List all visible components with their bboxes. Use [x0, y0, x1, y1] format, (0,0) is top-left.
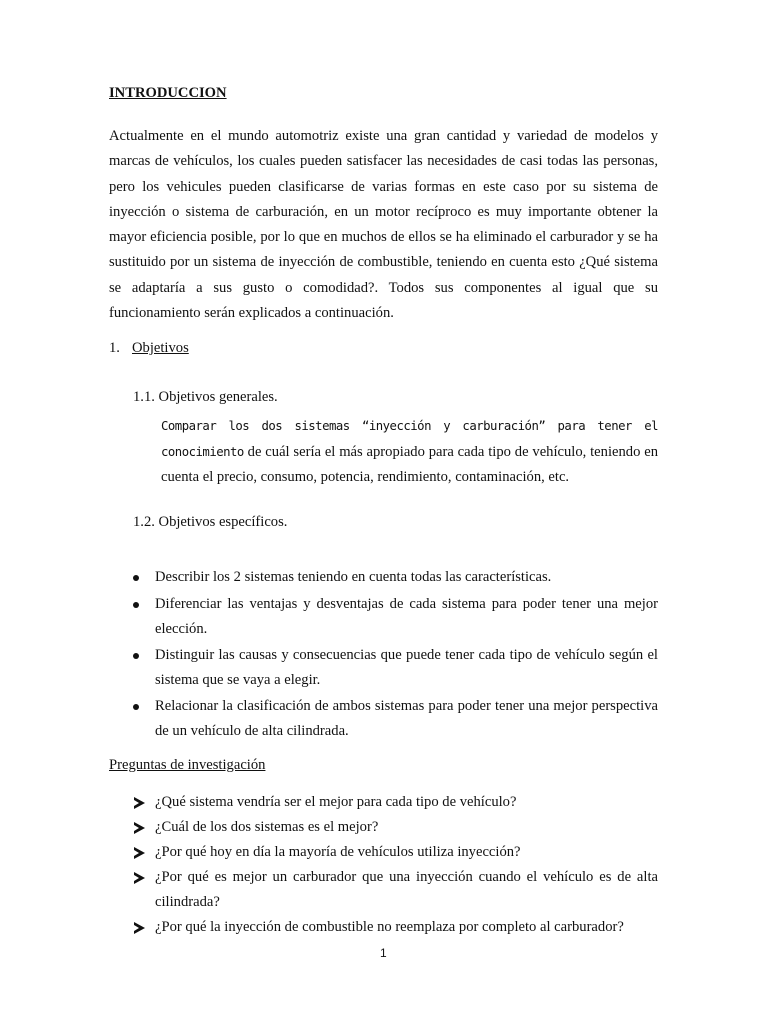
general-objective-paragraph	[161, 414, 658, 491]
list-item: Diferenciar las ventajas y desventajas de cada sistema para poder tener una mejor elección.	[109, 592, 658, 643]
section-label: Objetivos	[132, 340, 189, 356]
arrow-bullet-icon	[134, 847, 145, 859]
list-item: Distinguir las causas y consecuencias que puede tener cada tipo de vehículo según el sistema que se vaya a elegir.	[109, 643, 658, 694]
intro-paragraph: Actualmente en el mundo automotriz existe una gran cantidad y variedad de modelos y marcas de vehículos, los cuales pueden satisfacer las necesidades de casi todas las personas, pero los vehicules pueden clasificarse de varias formas en este caso por su sistema de inyección o sistema de carburación, en un motor recíproco es muy importante obtener la mayor eficiencia posible, por lo que en muchos de ellos se ha eliminado el carburador y se ha sustituido por un sistema de inyección de combustible, teniendo en cuenta esto ¿Qué sistema se adaptaría a sus gusto o comodidad?. Todos sus componentes al igual que su funcionamiento serán explicados a continuación.	[109, 128, 658, 322]
list-item: ¿Por qué es mejor un carburador que una inyección cuando el vehículo es de alta cilindrada?	[109, 865, 658, 915]
list-item: Relacionar la clasificación de ambos sistemas para poder tener una mejor perspectiva de un vehículo de alta cilindrada.	[109, 694, 658, 745]
list-item: ¿Cuál de los dos sistemas es el mejor?	[109, 815, 658, 840]
page-title: INTRODUCCION	[109, 85, 227, 101]
arrow-bullet-icon	[134, 922, 145, 934]
bullet-icon	[133, 602, 139, 608]
subsection-heading-specific: 1.2. Objetivos específicos.	[133, 514, 288, 530]
bullet-icon	[133, 575, 139, 581]
list-item: ¿Por qué hoy en día la mayoría de vehículos utiliza inyección?	[109, 840, 658, 865]
page-number: 1	[380, 946, 387, 960]
general-objective-first-line: Comparar los dos sistemas “inyección y carburación” para tener el conocimiento	[161, 419, 658, 459]
questions-list	[109, 790, 658, 941]
section-number: 1.	[109, 340, 120, 356]
list-item: ¿Qué sistema vendría ser el mejor para cada tipo de vehículo?	[109, 790, 658, 815]
specific-objectives-list	[109, 565, 658, 745]
general-objective-rest: de cuál sería el más apropiado para cada tipo de vehículo, teniendo en cuenta el precio, consumo, potencia, rendimiento, contaminación, etc.	[161, 443, 658, 485]
bullet-icon	[133, 704, 139, 710]
section-heading-objetivos	[109, 340, 189, 357]
arrow-bullet-icon	[134, 872, 145, 884]
subsection-heading-general: 1.1. Objetivos generales.	[133, 389, 278, 405]
list-item: Describir los 2 sistemas teniendo en cuenta todas las características.	[109, 565, 658, 591]
list-item: ¿Por qué la inyección de combustible no reemplaza por completo al carburador?	[109, 915, 658, 940]
arrow-bullet-icon	[134, 822, 145, 834]
bullet-icon	[133, 653, 139, 659]
questions-heading: Preguntas de investigación	[109, 757, 266, 773]
arrow-bullet-icon	[134, 797, 145, 809]
